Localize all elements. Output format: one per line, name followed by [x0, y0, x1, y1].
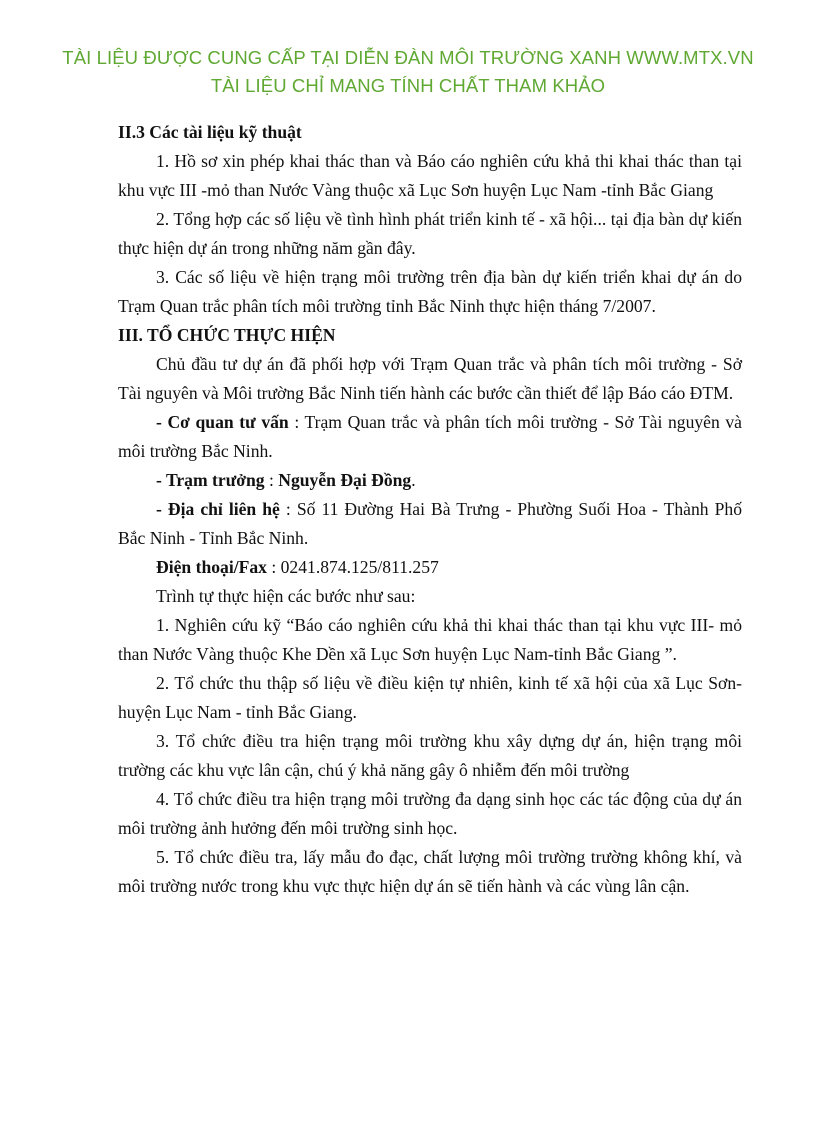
- paragraph-iii-intro: Chủ đầu tư dự án đã phối hợp với Trạm Quan trắc và phân tích môi trường - Sở Tài nguyên và Môi trường Bắc Ninh tiến hành các bước cần thiết để lập Báo cáo ĐTM.: [118, 354, 742, 403]
- station-head-end: .: [411, 470, 416, 490]
- banner-line-1: TÀI LIỆU ĐƯỢC CUNG CẤP TẠI DIỄN ĐÀN MÔI TRƯỜNG XANH WWW.MTX.VN: [62, 47, 754, 68]
- paragraph-ii3-3: 3. Các số liệu về hiện trạng môi trường trên địa bàn dự kiến triển khai dự án do Trạm Quan trắc phân tích môi trường tỉnh Bắc Ninh thực hiện tháng 7/2007.: [118, 267, 742, 316]
- step-item: 1. Nghiên cứu kỹ “Báo cáo nghiên cứu khả thi khai thác than tại khu vực III- mỏ than Nước Vàng thuộc Khe Dền xã Lục Sơn huyện Lục Nam-tỉnh Bắc Giang ”.: [118, 615, 742, 664]
- phone-value: : 0241.874.125/811.257: [266, 557, 439, 577]
- watermark-banner: [0, 44, 816, 100]
- station-head-sep: :: [264, 470, 279, 490]
- consultant-label: - Cơ quan tư vấn: [156, 412, 289, 432]
- step-item: 3. Tổ chức điều tra hiện trạng môi trường khu xây dựng dự án, hiện trạng môi trường các khu vực lân cận, chú ý khả năng gây ô nhiễm đến môi trường: [118, 731, 742, 780]
- address-value: : Số 11 Đường Hai Bà Trưng - Phường Suối Hoa - Thành Phố Bắc Ninh - Tỉnh Bắc Ninh.: [118, 499, 742, 548]
- address-line: [118, 495, 742, 553]
- phone-line: [118, 553, 742, 582]
- station-head-line: [118, 466, 742, 495]
- step-item: 4. Tổ chức điều tra hiện trạng môi trường đa dạng sinh học các tác động của dự án môi trường ảnh hưởng đến môi trường sinh học.: [118, 789, 742, 838]
- steps-intro: Trình tự thực hiện các bước như sau:: [156, 586, 416, 606]
- banner-line-2: TÀI LIỆU CHỈ MANG TÍNH CHẤT THAM KHẢO: [210, 75, 606, 96]
- station-head-label: - Trạm trưởng: [156, 470, 265, 490]
- station-head-value: Nguyễn Đại Đồng: [278, 470, 412, 490]
- address-label: - Địa chỉ liên hệ: [156, 499, 280, 519]
- section-heading-ii3: II.3 Các tài liệu kỹ thuật: [118, 122, 302, 142]
- document-body: [118, 118, 742, 901]
- step-item: 2. Tổ chức thu thập số liệu về điều kiện tự nhiên, kinh tế xã hội của xã Lục Sơn-huyện Lục Nam - tỉnh Bắc Giang.: [118, 673, 742, 722]
- phone-label: Điện thoại/Fax: [156, 557, 267, 577]
- section-heading-iii: III. TỔ CHỨC THỰC HIỆN: [118, 325, 336, 345]
- paragraph-ii3-2: 2. Tổng hợp các số liệu về tình hình phát triển kinh tế - xã hội... tại địa bàn dự kiến thực hiện dự án trong những năm gần đây.: [118, 209, 742, 258]
- paragraph-ii3-1: 1. Hồ sơ xin phép khai thác than và Báo cáo nghiên cứu khả thi khai thác than tại khu vực III -mỏ than Nước Vàng thuộc xã Lục Sơn huyện Lục Nam -tỉnh Bắc Giang: [118, 151, 742, 200]
- consultant-value: : Trạm Quan trắc và phân tích môi trường - Sở Tài nguyên và môi trường Bắc Ninh.: [118, 412, 742, 461]
- consultant-line: [118, 408, 742, 466]
- step-item: 5. Tổ chức điều tra, lấy mẫu đo đạc, chất lượng môi trường trường không khí, và môi trường nước trong khu vực thực hiện dự án sẽ tiến hành và các vùng lân cận.: [118, 847, 742, 896]
